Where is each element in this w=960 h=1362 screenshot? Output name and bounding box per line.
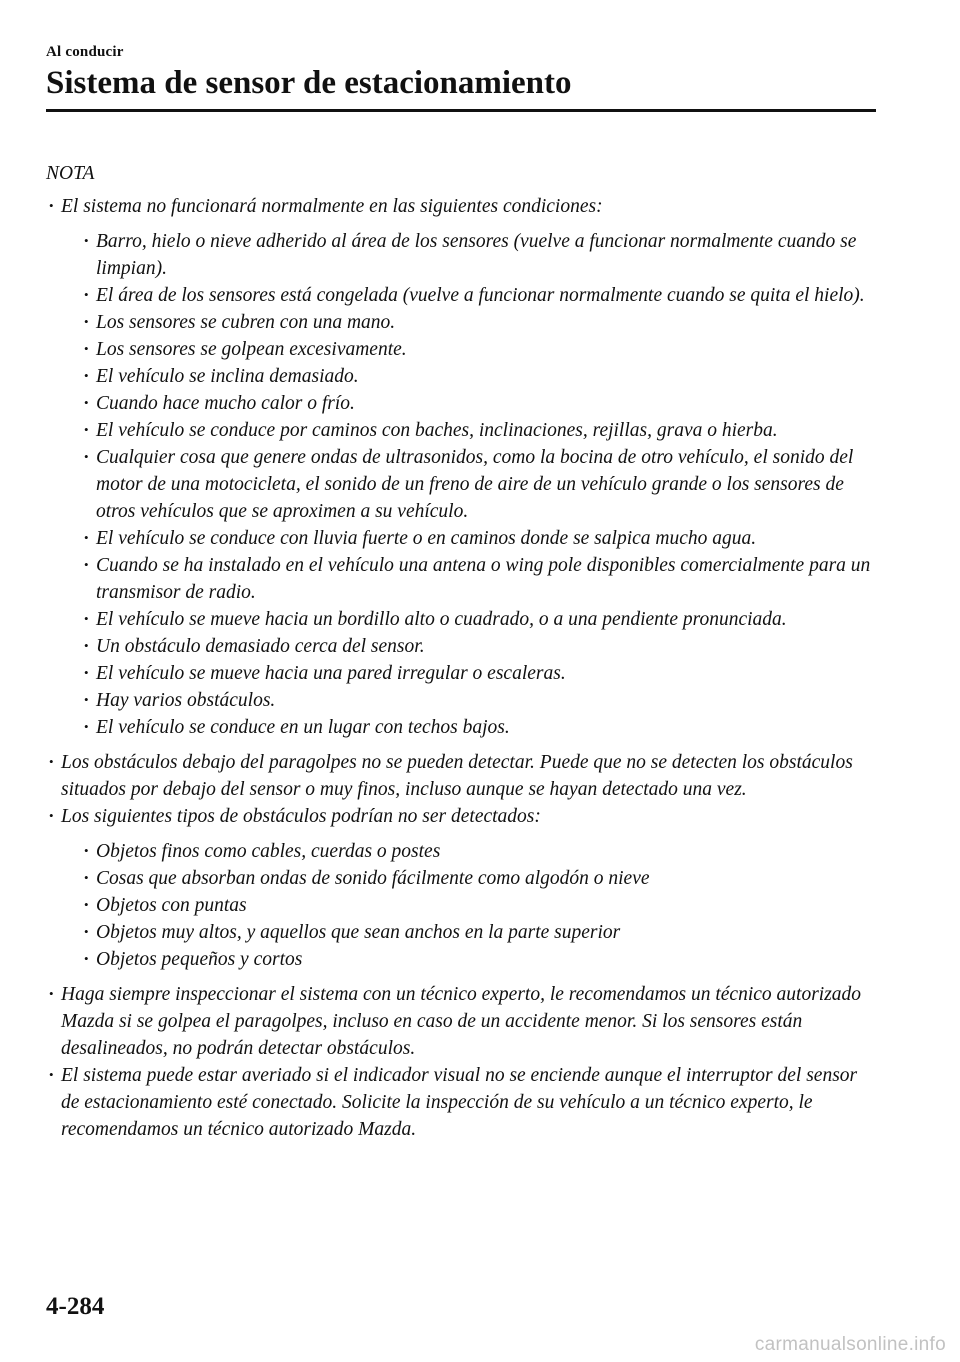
note-item-text: Haga siempre inspeccionar el sistema con un técnico experto, le recomendamos un técnico autorizado Mazda si se golpea el paragolpes, incluso en caso de un accidente menor. Si los sensores están desalineados, no podrán detectar obstáculos. [61,984,862,1059]
title-rule [46,109,876,112]
note-item-text: El sistema puede estar averiado si el indicador visual no se enciende aunque el interruptor del sensor de estacionamiento esté conectado. Solicite la inspección de su vehículo a un técnico experto, le recomendamos un técnico autorizado Mazda. [61,1065,858,1140]
note-subitem: • Cualquier cosa que genere ondas de ultrasonidos, como la bocina de otro vehículo, el sonido del motor de una motocicleta, el sonido de un freno de aire de un vehículo grande o los sensores de otros vehículos que se aproximen a su vehículo. [81,444,876,525]
note-item [46,803,876,973]
note-item [46,981,876,1062]
note-subitem: • Los sensores se golpean excesivamente. [81,336,876,363]
note-subitem: • Hay varios obstáculos. [81,687,876,714]
note-subitem: • Objetos muy altos, y aquellos que sean anchos en la parte superior [81,919,876,946]
note-subitem: • El vehículo se inclina demasiado. [81,363,876,390]
note-subitem: • Objetos pequeños y cortos [81,946,876,973]
page-title: Sistema de sensor de estacionamiento [46,65,572,101]
note-subitem: • El vehículo se mueve hacia un bordillo alto o cuadrado, o a una pendiente pronunciada. [81,606,876,633]
note-sublist [81,838,876,973]
page-number: 4-284 [46,1293,105,1320]
note-item [46,193,876,741]
note-subitem: • Los sensores se cubren con una mano. [81,309,876,336]
note-subitem: • Un obstáculo demasiado cerca del sensor. [81,633,876,660]
note-subitem: • El vehículo se conduce por caminos con baches, inclinaciones, rejillas, grava o hierba. [81,417,876,444]
note-item-text: Los obstáculos debajo del paragolpes no se pueden detectar. Puede que no se detecten los obstáculos situados por debajo del sensor o muy finos, incluso aunque se hayan detectado una vez. [61,752,853,800]
note-subitem: • Cosas que absorban ondas de sonido fácilmente como algodón o nieve [81,865,876,892]
note-subitem: • El vehículo se mueve hacia una pared irregular o escaleras. [81,660,876,687]
note-sublist [81,228,876,741]
watermark: carmanualsonline.info [754,1334,946,1355]
note-subitem: • Barro, hielo o nieve adherido al área de los sensores (vuelve a funcionar normalmente cuando se limpian). [81,228,876,282]
note-subitem: • Objetos con puntas [81,892,876,919]
note-item-text: Los siguientes tipos de obstáculos podrían no ser detectados: [61,806,541,827]
note-subitem: • Objetos finos como cables, cuerdas o postes [81,838,876,865]
note-subitem: • El área de los sensores está congelada (vuelve a funcionar normalmente cuando se quita el hielo). [81,282,876,309]
note-item [46,1062,876,1143]
section-label: Al conducir [46,44,124,60]
note-subitem: • El vehículo se conduce en un lugar con techos bajos. [81,714,876,741]
note-list [46,193,876,1143]
note-item-text: El sistema no funcionará normalmente en las siguientes condiciones: [61,196,603,217]
note-label: NOTA [46,163,95,184]
note-subitem: • Cuando hace mucho calor o frío. [81,390,876,417]
note-subitem: • Cuando se ha instalado en el vehículo una antena o wing pole disponibles comercialmente para un transmisor de radio. [81,552,876,606]
note-item [46,749,876,803]
note-subitem: • El vehículo se conduce con lluvia fuerte o en caminos donde se salpica mucho agua. [81,525,876,552]
note-block [46,160,876,1143]
